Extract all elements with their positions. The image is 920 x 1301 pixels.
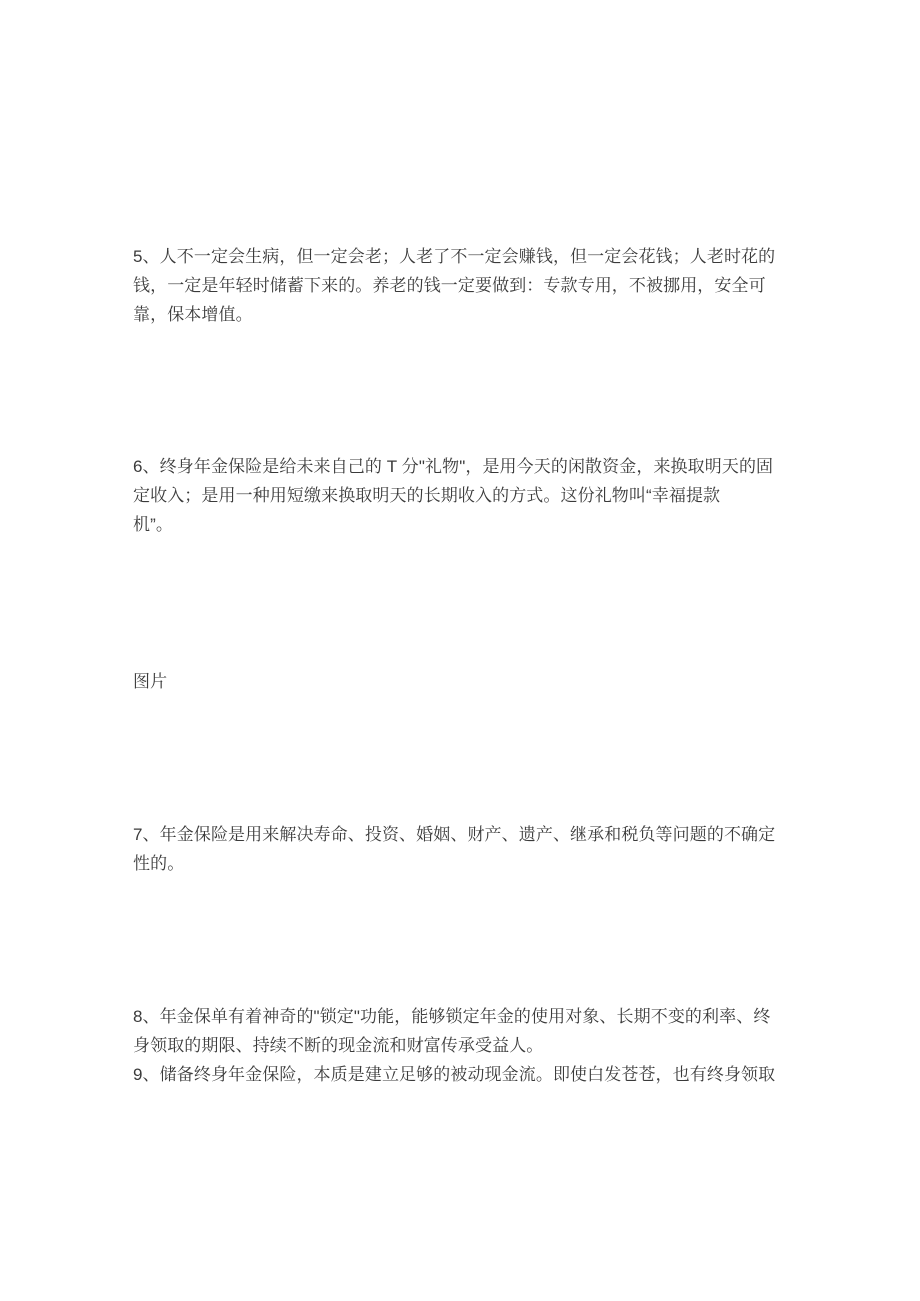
text-line: 身领取的期限、持续不断的现金流和财富传承受益人。 [133,1036,544,1055]
image-placeholder-label: 图片 [133,672,168,691]
text-line: 7、年金保险是用来解决寿命、投资、婚姻、财产、遗产、继承和税负等问题的不确定 [133,825,776,844]
text-line: 5、人不一定会生病，但一定会老；人老了不一定会赚钱，但一定会花钱；人老时花的 [133,247,776,266]
paragraph-7 [133,820,833,878]
text-line: 6、终身年金保险是给未来自己的 T 分"礼物"，是用今天的闲散资金，来换取明天的固 [133,457,774,476]
text-line: 性的。 [133,854,185,873]
text-line: 靠，保本增值。 [133,305,253,324]
text-line: 9、储备终身年金保险，本质是建立足够的被动现金流。即使白发苍苍，也有终身领取 [133,1065,776,1084]
text-line: 钱，一定是年轻时储蓄下来的。养老的钱一定要做到：专款专用，不被挪用，安全可 [133,276,766,295]
paragraph-6 [133,452,833,539]
text-line: 8、年金保单有着神奇的"锁定"功能，能够锁定年金的使用对象、长期不变的利率、终 [133,1007,771,1026]
image-placeholder [133,667,833,696]
paragraph-8 [133,1002,833,1060]
text-line: 定收入；是用一种用短缴来换取明天的长期收入的方式。这份礼物叫“幸福提款 [133,486,721,505]
paragraph-5 [133,242,833,329]
text-line: 机”。 [133,515,173,534]
paragraph-9 [133,1060,833,1089]
